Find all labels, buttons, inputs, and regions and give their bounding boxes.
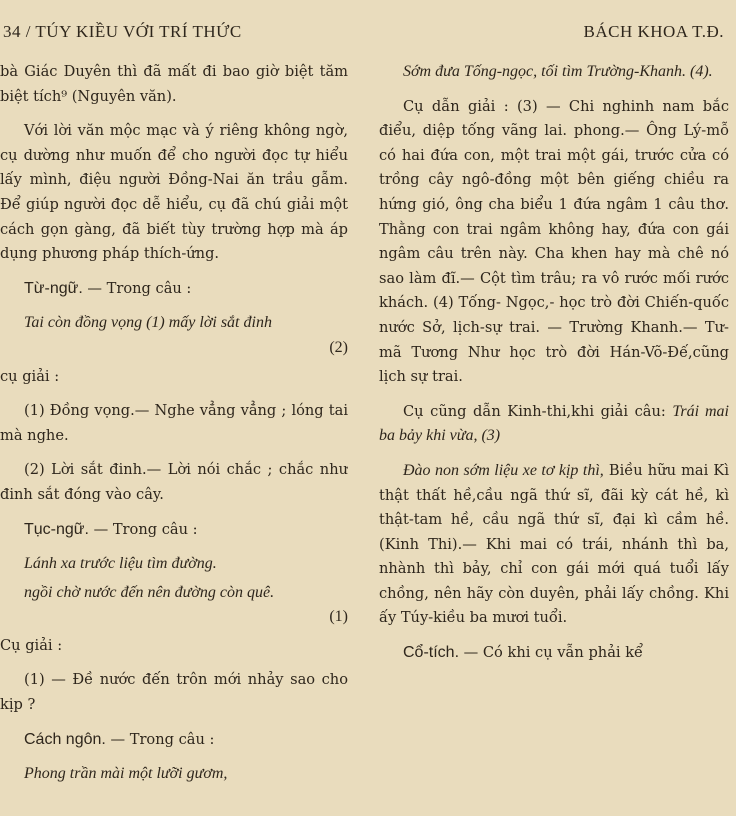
paragraph: cụ giải :	[0, 367, 60, 385]
paragraph: Cụ giải :	[0, 636, 63, 654]
verse-line	[0, 311, 348, 360]
verse-line: Lánh xa trước liệu tìm đường.	[24, 555, 217, 573]
section-heading	[379, 641, 729, 666]
verse-line	[0, 581, 348, 630]
section-heading	[0, 518, 348, 543]
paragraph: Cụ dẫn giải : (3) — Chi nghinh nam bắc điểu, diệp tống vãng lai. phong.— Ông Lý-mỗ có hai đứa con, một trai một gái, trước cửa có trồng cây ngô-đồng một bên giếng chiều ra hứng gió, ông cha biểu 1 đứa ngâm 1 câu thơ. Thằng con trai ngâm không hay, đứa con gái ngâm câu trên này. Cha khen hay mà chê nó sao làm đĩ.— Cột tìm trâu; ra vô rước mối rước khách. (4) Tống- Ngọc,- học trò đời Chiến-quốc nước Sở, lịch-sự trai. — Trường Khanh.— Tư-mã Tương Như học trò đời Hán-Võ-Đế,cũng lịch sự trai.	[379, 97, 729, 386]
section-text: — Có khi cụ vẫn phải kể	[459, 644, 644, 662]
section-label: Tục-ngữ.	[24, 520, 89, 538]
paragraph: bà Giác Duyên thì đã mất đi bao giờ biệt tăm biệt tích⁹ (Nguyên văn).	[0, 63, 348, 105]
verse-inline: Đào non sớm liệu xe tơ kịp thì,	[403, 461, 604, 479]
section-label: Từ-ngữ.	[24, 279, 83, 297]
section-text: — Trong câu :	[93, 520, 198, 538]
section-label: Cổ-tích.	[403, 644, 460, 662]
paragraph: (1) Đồng vọng.— Nghe vẳng vẳng ; lóng tai mà nghe.	[0, 402, 348, 444]
verse-ref: (2)	[329, 338, 348, 356]
verse-line: Sớm đưa Tống-ngọc, tối tìm Trường-Khanh. (4).	[403, 63, 713, 80]
section-text: — Trong câu :	[110, 730, 215, 748]
verse-line: Phong trần mài một lưỡi gươm,	[24, 765, 228, 783]
verse-text: Tai còn đồng vọng (1) mấy lời sắt đinh	[24, 314, 272, 332]
right-column	[379, 60, 729, 810]
section-text: — Trong câu :	[87, 279, 192, 297]
paragraph	[379, 400, 729, 449]
verse-inline: Trái mai ba bảy khi vừa, (3)	[379, 402, 729, 445]
paragraph: (2) Lời sắt đinh.— Lời nói chắc ; chắc như đinh sắt đóng vào cây.	[0, 461, 348, 503]
paragraph: Với lời văn mộc mạc và ý riêng không ngờ, cụ dường như muốn để cho người đọc tự hiểu lấy mình, điệu người Đồng-Nai ăn trầu gẫm. Để giúp người đọc dễ hiểu, cụ đã chú giải một cách gọn gàng, đã biết tùy trường hợp mà áp dụng phương pháp thích-ứng.	[0, 122, 348, 263]
page-number-and-title: 34 / TÚY KIỀU VỚI TRÍ THỨC	[3, 22, 242, 41]
paragraph-text: Cụ cũng dẫn Kinh-thi,khi giải câu:	[403, 402, 673, 420]
section-heading	[0, 728, 348, 753]
verse-ref: (1)	[329, 608, 348, 626]
section-heading	[0, 277, 348, 302]
left-column	[0, 60, 348, 810]
section-label: Cách ngôn.	[24, 730, 106, 748]
verse-text: ngồi chờ nước đến nên đường còn quê.	[24, 583, 275, 601]
publication-name: BÁCH KHOA T.Đ.	[583, 22, 724, 41]
paragraph	[379, 459, 729, 631]
running-header	[0, 22, 736, 46]
paragraph-text: Biều hữu mai Kì thật thất hề,cầu ngã thứ sĩ, đãi kỳ cát hề, kì thật-tam hề, cầu ngã thứ sĩ, đại kì cầm hề. (Kinh Thi).— Khi mai có trái, nhánh thì ba, nhành thì bảy, chỉ con gái mới quá tuổi lấy chồng, nên hãy còn duyên, phải lấy chồng. Khi ấy Túy-kiều ba mươi tuổi.	[379, 461, 729, 627]
paragraph: (1) — Đề nước đến trôn mới nhảy sao cho kịp ?	[0, 671, 348, 714]
